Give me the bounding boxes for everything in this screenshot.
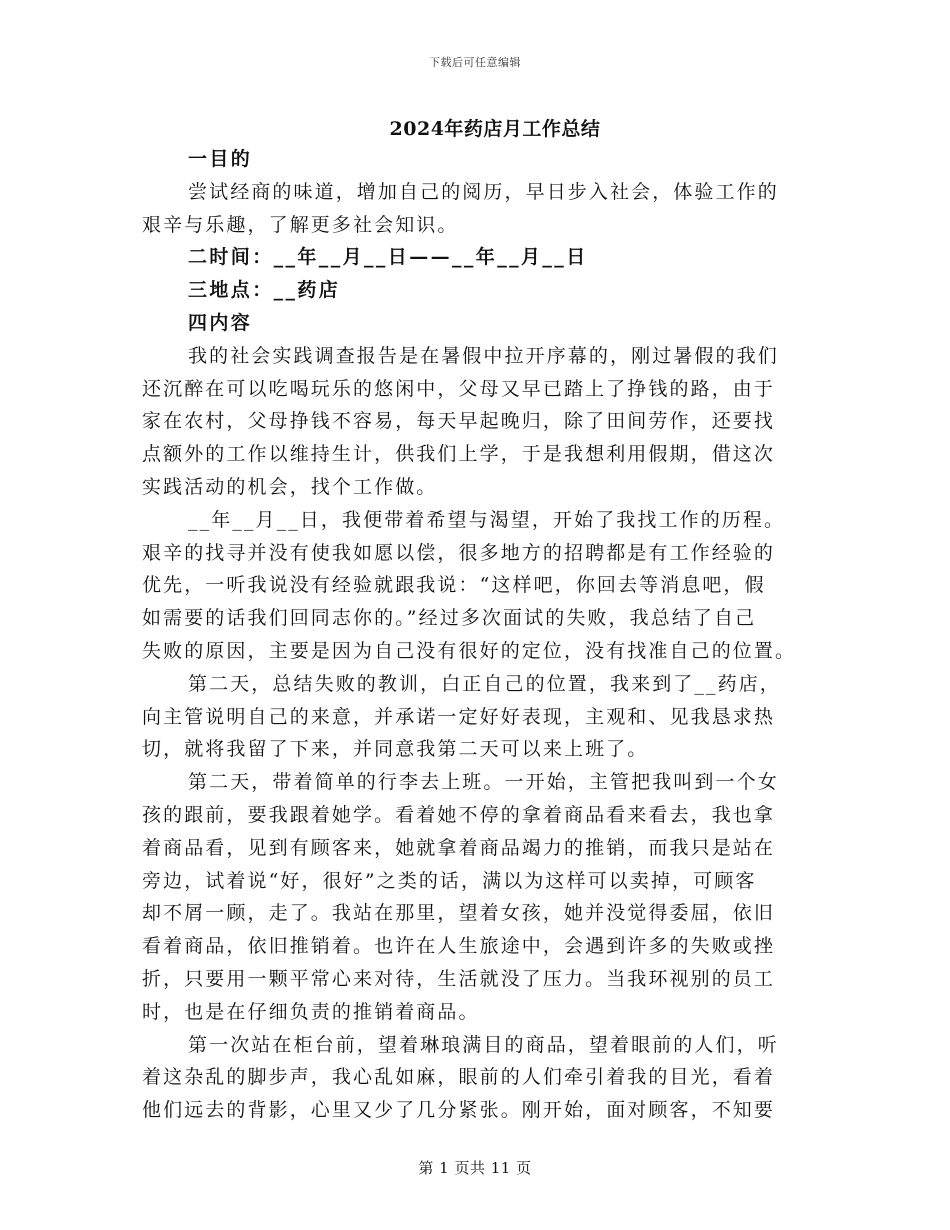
section-heading: 二时间：__年__月__日——__年__月__日 [188, 246, 588, 269]
body-text-line: 切，就将我留了下来，并同意我第二天可以来上班了。 [142, 738, 649, 761]
page-number: 第 1 页共 11 页 [418, 1159, 532, 1177]
document-title: 2024年药店月工作总结 [389, 118, 601, 140]
body-text-line: 艰辛的找寻并没有使我如愿以偿，很多地方的招聘都是有工作经验的 [142, 541, 776, 564]
body-text-line: 却不屑一顾，走了。我站在那里，望着女孩，她并没觉得委屈，依旧 [142, 902, 776, 925]
body-text-line: 还沉醉在可以吃喝玩乐的悠闲中，父母又早已踏上了挣钱的路，由于 [142, 377, 776, 400]
body-text-line: 着这杂乱的脚步声，我心乱如麻，眼前的人们牵引着我的目光，看着 [142, 1066, 776, 1089]
body-text-line: 向主管说明自己的来意，并承诺一定好好表现，主观和、见我恳求热 [142, 705, 776, 728]
body-text-line: 看着商品，依旧推销着。也许在人生旅途中，会遇到许多的失败或挫 [142, 935, 776, 958]
body-text-line: 优先，一听我说没有经验就跟我说：“这样吧，你回去等消息吧，假 [142, 574, 766, 597]
body-text-line: 第一次站在柜台前，望着琳琅满目的商品，望着眼前的人们，听 [188, 1033, 779, 1056]
body-text-line: 时，也是在仔细负责的推销着商品。 [142, 1000, 480, 1023]
body-text-line: 实践活动的机会，找个工作做。 [142, 475, 438, 498]
body-text-line: 如需要的话我们回同志你的。”经过多次面试的失败，我总结了自己 [142, 607, 757, 630]
body-text-line: 艰辛与乐趣，了解更多社会知识。 [142, 213, 459, 236]
body-text-line: 家在农村，父母挣钱不容易，每天早起晚归，除了田间劳作，还要找 [142, 410, 776, 433]
body-text-line: 我的社会实践调查报告是在暑假中拉开序幕的，刚过暑假的我们 [188, 344, 779, 367]
body-text-line: 着商品看，见到有顾客来，她就拿着商品竭力的推销，而我只是站在 [142, 836, 776, 859]
header-note: 下载后可任意编辑 [429, 56, 521, 69]
section-heading: 三地点：__药店 [188, 279, 341, 302]
body-text-line: 孩的跟前，要我跟着她学。看着她不停的拿着商品看来看去，我也拿 [142, 803, 776, 826]
body-text-line: 点额外的工作以维持生计，供我们上学，于是我想利用假期，借这次 [142, 443, 776, 466]
body-text-line: 尝试经商的味道，增加自己的阅历，早日步入社会，体验工作的 [188, 180, 779, 203]
body-text-line: 折，只要用一颗平常心来对待，生活就没了压力。当我环视别的员工 [142, 967, 776, 990]
body-text-line: __年__月__日，我便带着希望与渴望，开始了我找工作的历程。 [188, 508, 786, 531]
body-text-line: 他们远去的背影，心里又少了几分紧张。刚开始，面对顾客，不知要 [142, 1099, 776, 1122]
section-heading: 四内容 [188, 311, 253, 334]
section-heading: 一目的 [188, 148, 253, 170]
body-text-line: 第二天，总结失败的教训，白正自己的位置，我来到了__药店， [188, 672, 781, 695]
document-body [142, 143, 808, 1127]
body-text-line: 旁边，试着说“好，很好”之类的话，满以为这样可以卖掉，可顾客 [142, 869, 757, 892]
body-text-line: 失败的原因，主要是因为自己没有很好的定位，没有找准自己的位置。 [142, 639, 797, 662]
body-text-line: 第二天，带着简单的行李去上班。一开始，主管把我叫到一个女 [188, 771, 779, 794]
